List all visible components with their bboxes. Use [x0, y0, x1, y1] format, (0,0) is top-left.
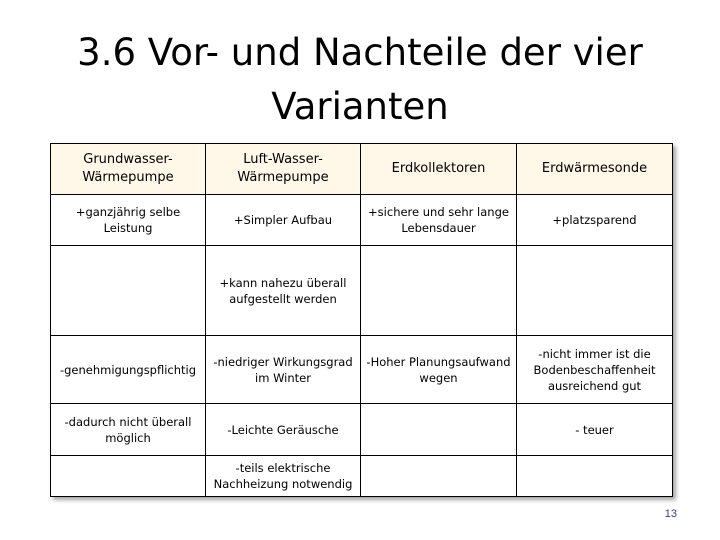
table-cell [361, 404, 517, 456]
comparison-table [50, 143, 673, 497]
table-cell: -Hoher Planungsaufwand wegen [361, 336, 517, 404]
table-cell: +platzsparend [517, 195, 673, 246]
table-cell [361, 246, 517, 336]
table-row [51, 336, 673, 404]
table-row [51, 456, 673, 497]
header-cell: Luft-Wasser-Wärmepumpe [206, 144, 361, 195]
table-cell [51, 456, 206, 497]
page-number: 13 [664, 508, 677, 520]
table-cell: -teils elektrische Nachheizung notwendig [206, 456, 361, 497]
table-cell [517, 456, 673, 497]
table-row [51, 195, 673, 246]
table-cell: -niedriger Wirkungsgrad im Winter [206, 336, 361, 404]
table-cell: - teuer [517, 404, 673, 456]
header-cell: Erdkollektoren [361, 144, 517, 195]
table-cell: -nicht immer ist die Bodenbeschaffenheit ausreichend gut [517, 336, 673, 404]
table-cell: -genehmigungspflichtig [51, 336, 206, 404]
table-cell: +kann nahezu überall aufgestellt werden [206, 246, 361, 336]
table-cell [517, 246, 673, 336]
header-cell: Erdwärmesonde [517, 144, 673, 195]
table-cell [51, 246, 206, 336]
table-cell: +ganzjährig selbe Leistung [51, 195, 206, 246]
table-row [51, 246, 673, 336]
table-cell [361, 456, 517, 497]
table-row [51, 404, 673, 456]
table-header-row [51, 144, 673, 195]
table-cell: +sichere und sehr lange Lebensdauer [361, 195, 517, 246]
slide-title: 3.6 Vor- und Nachteile der vier Varianten [77, 31, 643, 128]
table-cell: +Simpler Aufbau [206, 195, 361, 246]
table-cell: -Leichte Geräusche [206, 404, 361, 456]
table-cell: -dadurch nicht überall möglich [51, 404, 206, 456]
header-cell: Grundwasser-Wärmepumpe [51, 144, 206, 195]
